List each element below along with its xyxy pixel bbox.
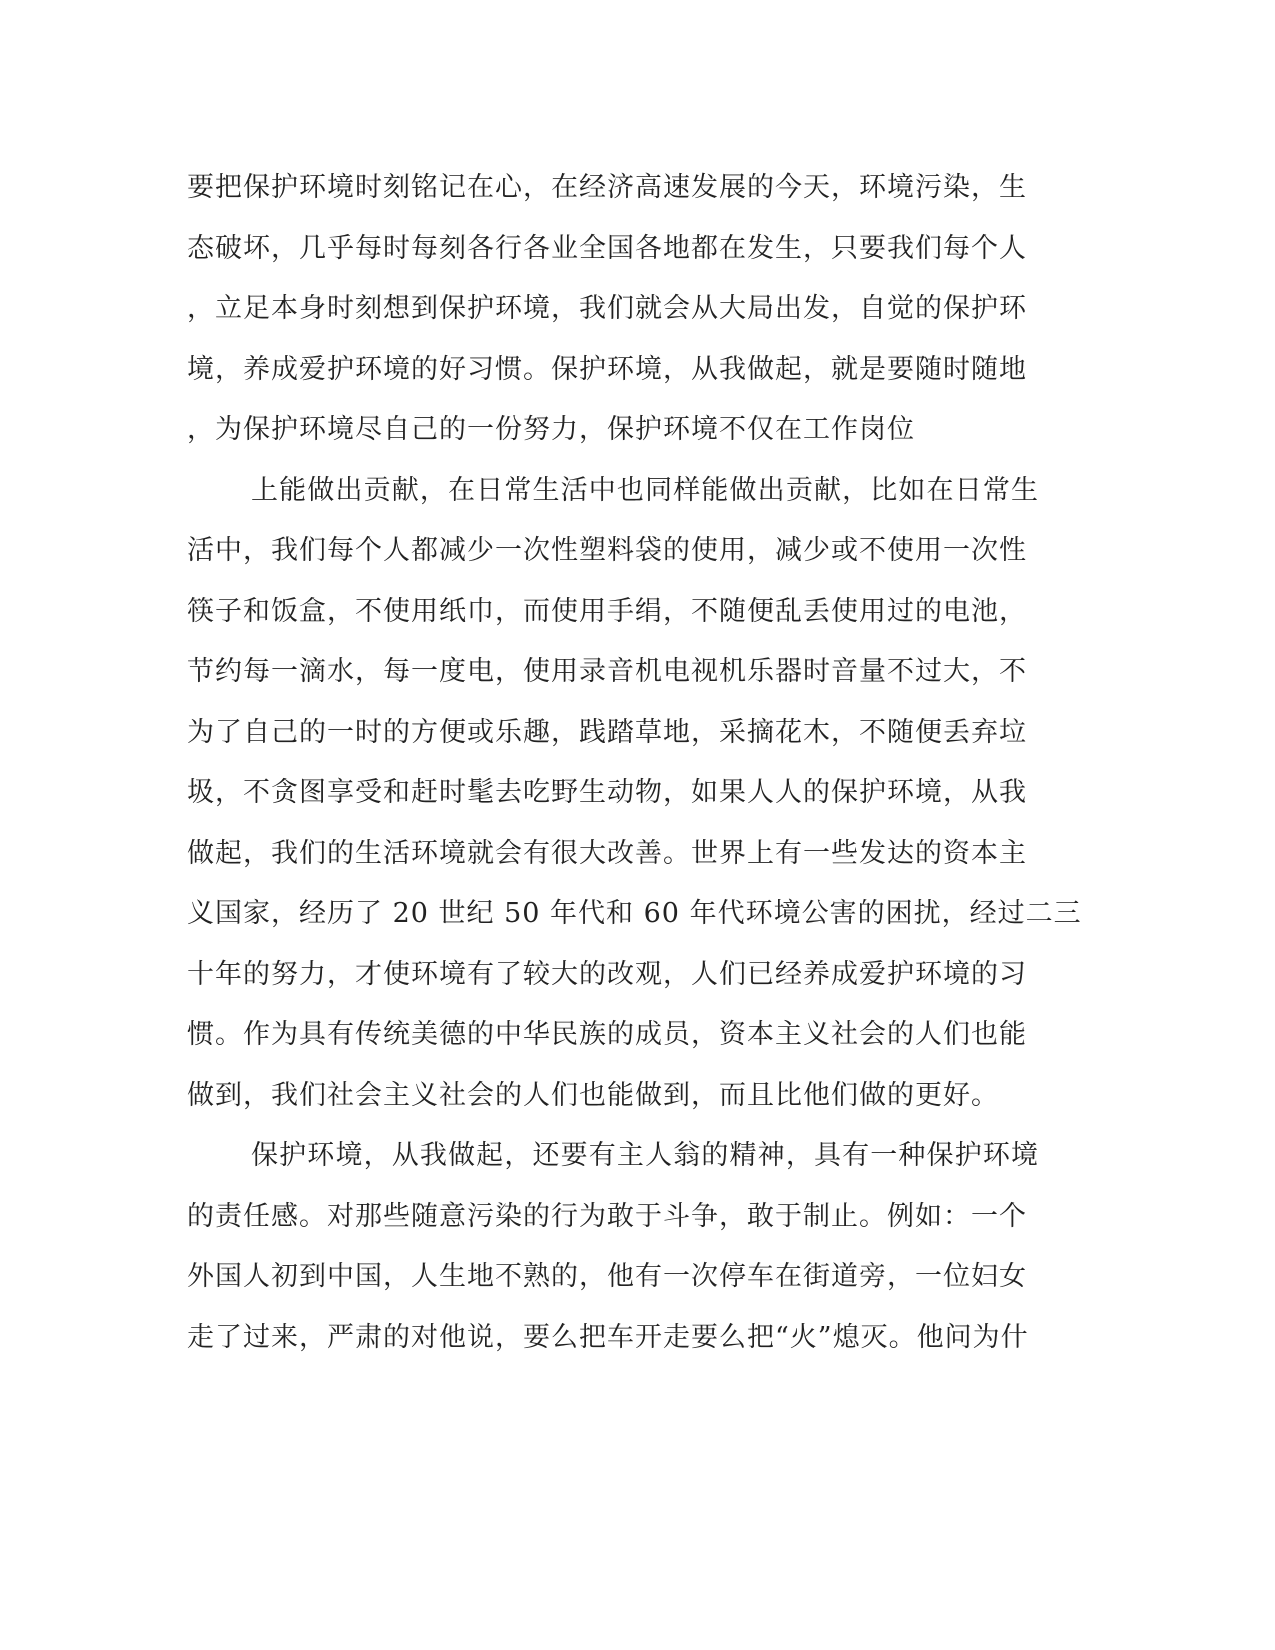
text-line: 境，养成爱护环境的好习惯。保护环境，从我做起，就是要随时随地 — [187, 353, 1027, 385]
text-line: 活中，我们每个人都减少一次性塑料袋的使用，减少或不使用一次性 — [187, 535, 1027, 566]
text-line: 筷子和饭盒，不使用纸巾，而使用手绢，不随便乱丢使用过的电池， — [187, 595, 1027, 627]
text-line: 义国家，经历了 20 世纪 50 年代和 60 年代环境公害的困扰，经过二三 — [187, 898, 1082, 929]
text-line: 节约每一滴水，每一度电，使用录音机电视机乐器时音量不过大，不 — [187, 656, 1027, 687]
text-line: 外国人初到中国，人生地不熟的，他有一次停车在街道旁，一位妇女 — [187, 1261, 1027, 1292]
text-line: 态破坏，几乎每时每刻各行各业全国各地都在发生，只要我们每个人 — [187, 232, 1027, 264]
text-line: 保护环境，从我做起，还要有主人翁的精神，具有一种保护环境 — [251, 1140, 1039, 1171]
text-line: 惯。作为具有传统美德的中华民族的成员，资本主义社会的人们也能 — [187, 1019, 1027, 1050]
text-line: 做到，我们社会主义社会的人们也能做到，而且比他们做的更好。 — [187, 1079, 999, 1111]
text-line: 为了自己的一时的方便或乐趣，践踏草地，采摘花木，不随便丢弃垃 — [187, 716, 1027, 748]
text-line: 要把保护环境时刻铭记在心，在经济高速发展的今天，环境污染，生 — [187, 172, 1027, 203]
text-line: 的责任感。对那些随意污染的行为敢于斗争，敢于制止。例如：一个 — [187, 1200, 1027, 1232]
text-line: 做起，我们的生活环境就会有很大改善。世界上有一些发达的资本主 — [187, 837, 1027, 869]
text-line: 上能做出贡献，在日常生活中也同样能做出贡献，比如在日常生 — [251, 474, 1039, 506]
text-line: ，立足本身时刻想到保护环境，我们就会从大局出发，自觉的保护环 — [187, 293, 1027, 324]
text-line: 十年的努力，才使环境有了较大的改观，人们已经养成爱护环境的习 — [187, 958, 1027, 990]
text-line: 走了过来，严肃的对他说，要么把车开走要么把“火”熄灭。他问为什 — [187, 1321, 1029, 1353]
body-text — [187, 158, 1087, 1368]
text-line: 圾，不贪图享受和赶时髦去吃野生动物，如果人人的保护环境，从我 — [187, 777, 1027, 808]
text-line: ，为保护环境尽自己的一份努力，保护环境不仅在工作岗位 — [187, 414, 915, 445]
